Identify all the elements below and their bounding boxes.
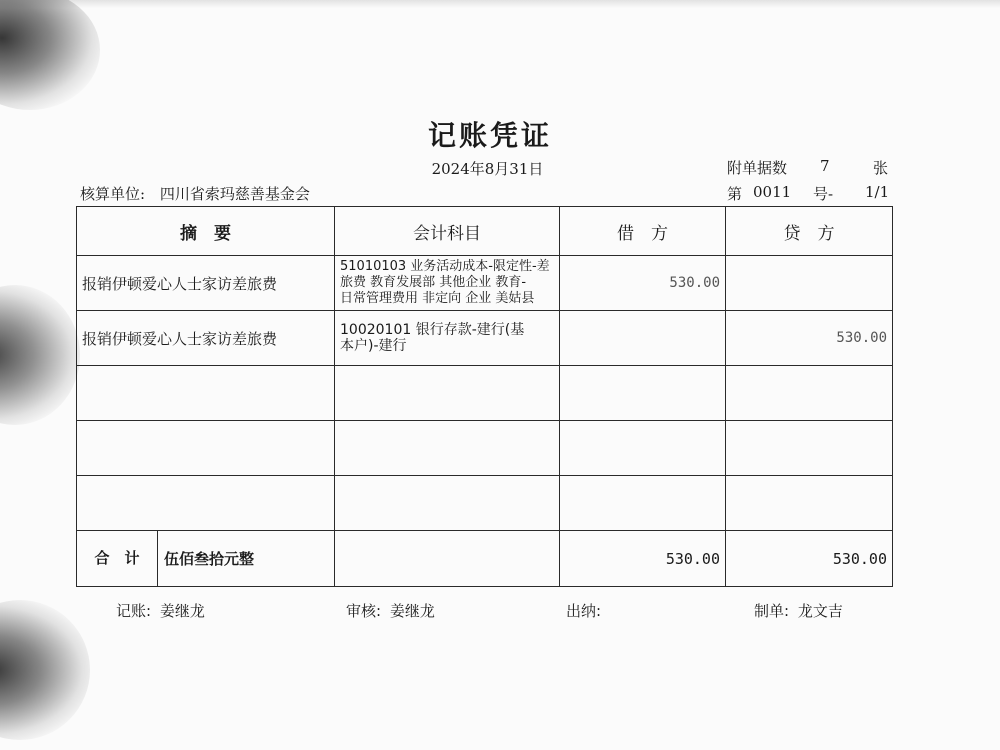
scan-smudge — [0, 285, 80, 425]
voucher-number-value: 0011 — [753, 183, 792, 201]
total-row — [77, 531, 893, 587]
cashier-signature — [566, 600, 601, 621]
unit-name: 四川省索玛慈善基金会 — [159, 185, 310, 203]
header-account: 会计科目 — [335, 207, 560, 256]
account-line: 51010103 业务活动成本-限定性-差 — [340, 259, 550, 274]
total-label: 合 计 — [77, 531, 158, 586]
voucher-date: 2024年8月31日 — [431, 160, 544, 178]
row-account — [335, 421, 560, 476]
preparer-label: 制单: — [754, 602, 790, 620]
row-summary — [77, 476, 335, 531]
row-credit — [726, 421, 893, 476]
row-credit — [726, 476, 893, 531]
table-header-row — [77, 207, 893, 256]
attachment-count — [727, 157, 889, 178]
total-amount-words: 伍佰叁拾元整 — [164, 550, 255, 568]
row-credit: 530.00 — [726, 311, 893, 366]
voucher-number-suffix: 号- — [813, 185, 834, 203]
row-summary: 报销伊顿爱心人士家访差旅费 — [77, 256, 335, 311]
reviewer-name: 姜继龙 — [389, 602, 435, 620]
accounting-unit — [80, 183, 310, 204]
table-row — [77, 421, 893, 476]
table-row — [77, 311, 893, 366]
voucher-number-prefix: 第 — [727, 185, 743, 203]
preparer-signature — [754, 600, 843, 621]
row-account — [335, 366, 560, 421]
total-spacer — [335, 531, 560, 587]
table-row — [77, 476, 893, 531]
row-account — [335, 311, 560, 366]
voucher-table — [76, 206, 893, 587]
bookkeeper-name: 姜继龙 — [159, 602, 205, 620]
row-debit — [560, 311, 726, 366]
row-debit — [560, 476, 726, 531]
row-debit — [560, 421, 726, 476]
header-debit: 借 方 — [560, 207, 726, 256]
account-line: 旅费 教育发展部 其他企业 教育- — [340, 275, 527, 290]
row-summary — [77, 421, 335, 476]
reviewer-label: 审核: — [346, 602, 382, 620]
unit-label: 核算单位: — [80, 185, 146, 203]
bookkeeper-label: 记账: — [116, 602, 152, 620]
attachment-label: 附单据数 — [727, 159, 788, 177]
header-credit: 贷 方 — [726, 207, 893, 256]
total-cell — [77, 531, 335, 587]
bookkeeper-signature — [116, 600, 205, 621]
account-line: 本户)-建行 — [340, 338, 407, 354]
row-summary — [77, 366, 335, 421]
table-row — [77, 366, 893, 421]
scan-smudge — [0, 0, 100, 110]
scan-top-edge — [0, 0, 1000, 8]
row-debit — [560, 366, 726, 421]
document-title: 记账凭证 — [427, 119, 552, 152]
row-account — [335, 476, 560, 531]
attachment-unit: 张 — [873, 159, 889, 177]
scan-smudge — [0, 600, 90, 740]
voucher-number — [727, 183, 897, 203]
account-line: 日常管理费用 非定向 企业 美姑县 — [340, 291, 535, 306]
header-summary: 摘 要 — [77, 207, 335, 256]
reviewer-signature — [346, 600, 435, 621]
row-debit: 530.00 — [560, 256, 726, 311]
preparer-name: 龙文吉 — [797, 602, 843, 620]
total-debit: 530.00 — [560, 531, 726, 587]
attachment-number: 7 — [820, 157, 830, 175]
row-account — [335, 256, 560, 311]
account-line: 10020101 银行存款-建行(基 — [340, 322, 525, 338]
cashier-label: 出纳: — [566, 602, 602, 620]
row-credit — [726, 256, 893, 311]
voucher-page: 1/1 — [865, 183, 890, 201]
total-credit: 530.00 — [726, 531, 893, 587]
row-summary: 报销伊顿爱心人士家访差旅费 — [77, 311, 335, 366]
table-row — [77, 256, 893, 311]
row-credit — [726, 366, 893, 421]
